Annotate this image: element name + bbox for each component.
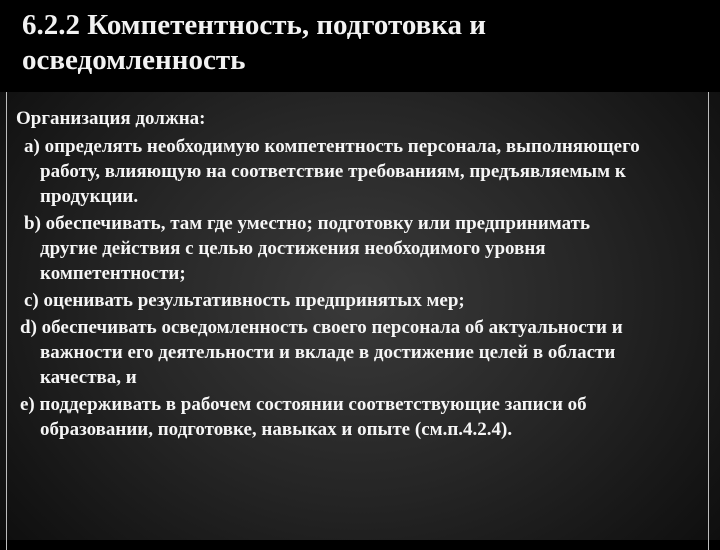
list-marker-c: c): [24, 290, 39, 311]
list-marker-b: b): [24, 213, 41, 234]
slide-body: [16, 106, 646, 444]
list-item-d: [16, 315, 646, 390]
list-text-d: обеспечивать осведомленность своего персонала об актуальности и важности его деятельности и вкладе в достижение целей в области качества, и: [40, 317, 623, 388]
list-text-b: обеспечивать, там где уместно; подготовку или предпринимать другие действия с целью достижения необходимого уровня компетентности;: [40, 213, 590, 284]
list-marker-d: d): [20, 317, 37, 338]
list-text-a: определять необходимую компетентность персонала, выполняющего работу, влияющую на соответствие требованиям, предъявляемым к продукции.: [40, 136, 640, 207]
slide-title: 6.2.2 Компетентность, подготовка и осведомленность: [22, 9, 486, 76]
title-bar: [0, 0, 720, 92]
left-divider-line: [6, 92, 7, 550]
list-item-b: [16, 211, 646, 286]
list-marker-e: e): [20, 394, 35, 415]
list-marker-a: a): [24, 136, 40, 157]
list-item-c: [16, 288, 646, 313]
right-divider-line: [708, 92, 709, 550]
intro-text: Организация должна:: [16, 108, 206, 129]
list-text-c: оценивать результативность предпринятых мер;: [43, 290, 465, 311]
list-item-a: [16, 134, 646, 209]
list-text-e: поддерживать в рабочем состоянии соответствующие записи об образовании, подготовке, навыках и опыте (см.п.4.2.4).: [39, 394, 587, 440]
list-item-e: [16, 392, 646, 442]
